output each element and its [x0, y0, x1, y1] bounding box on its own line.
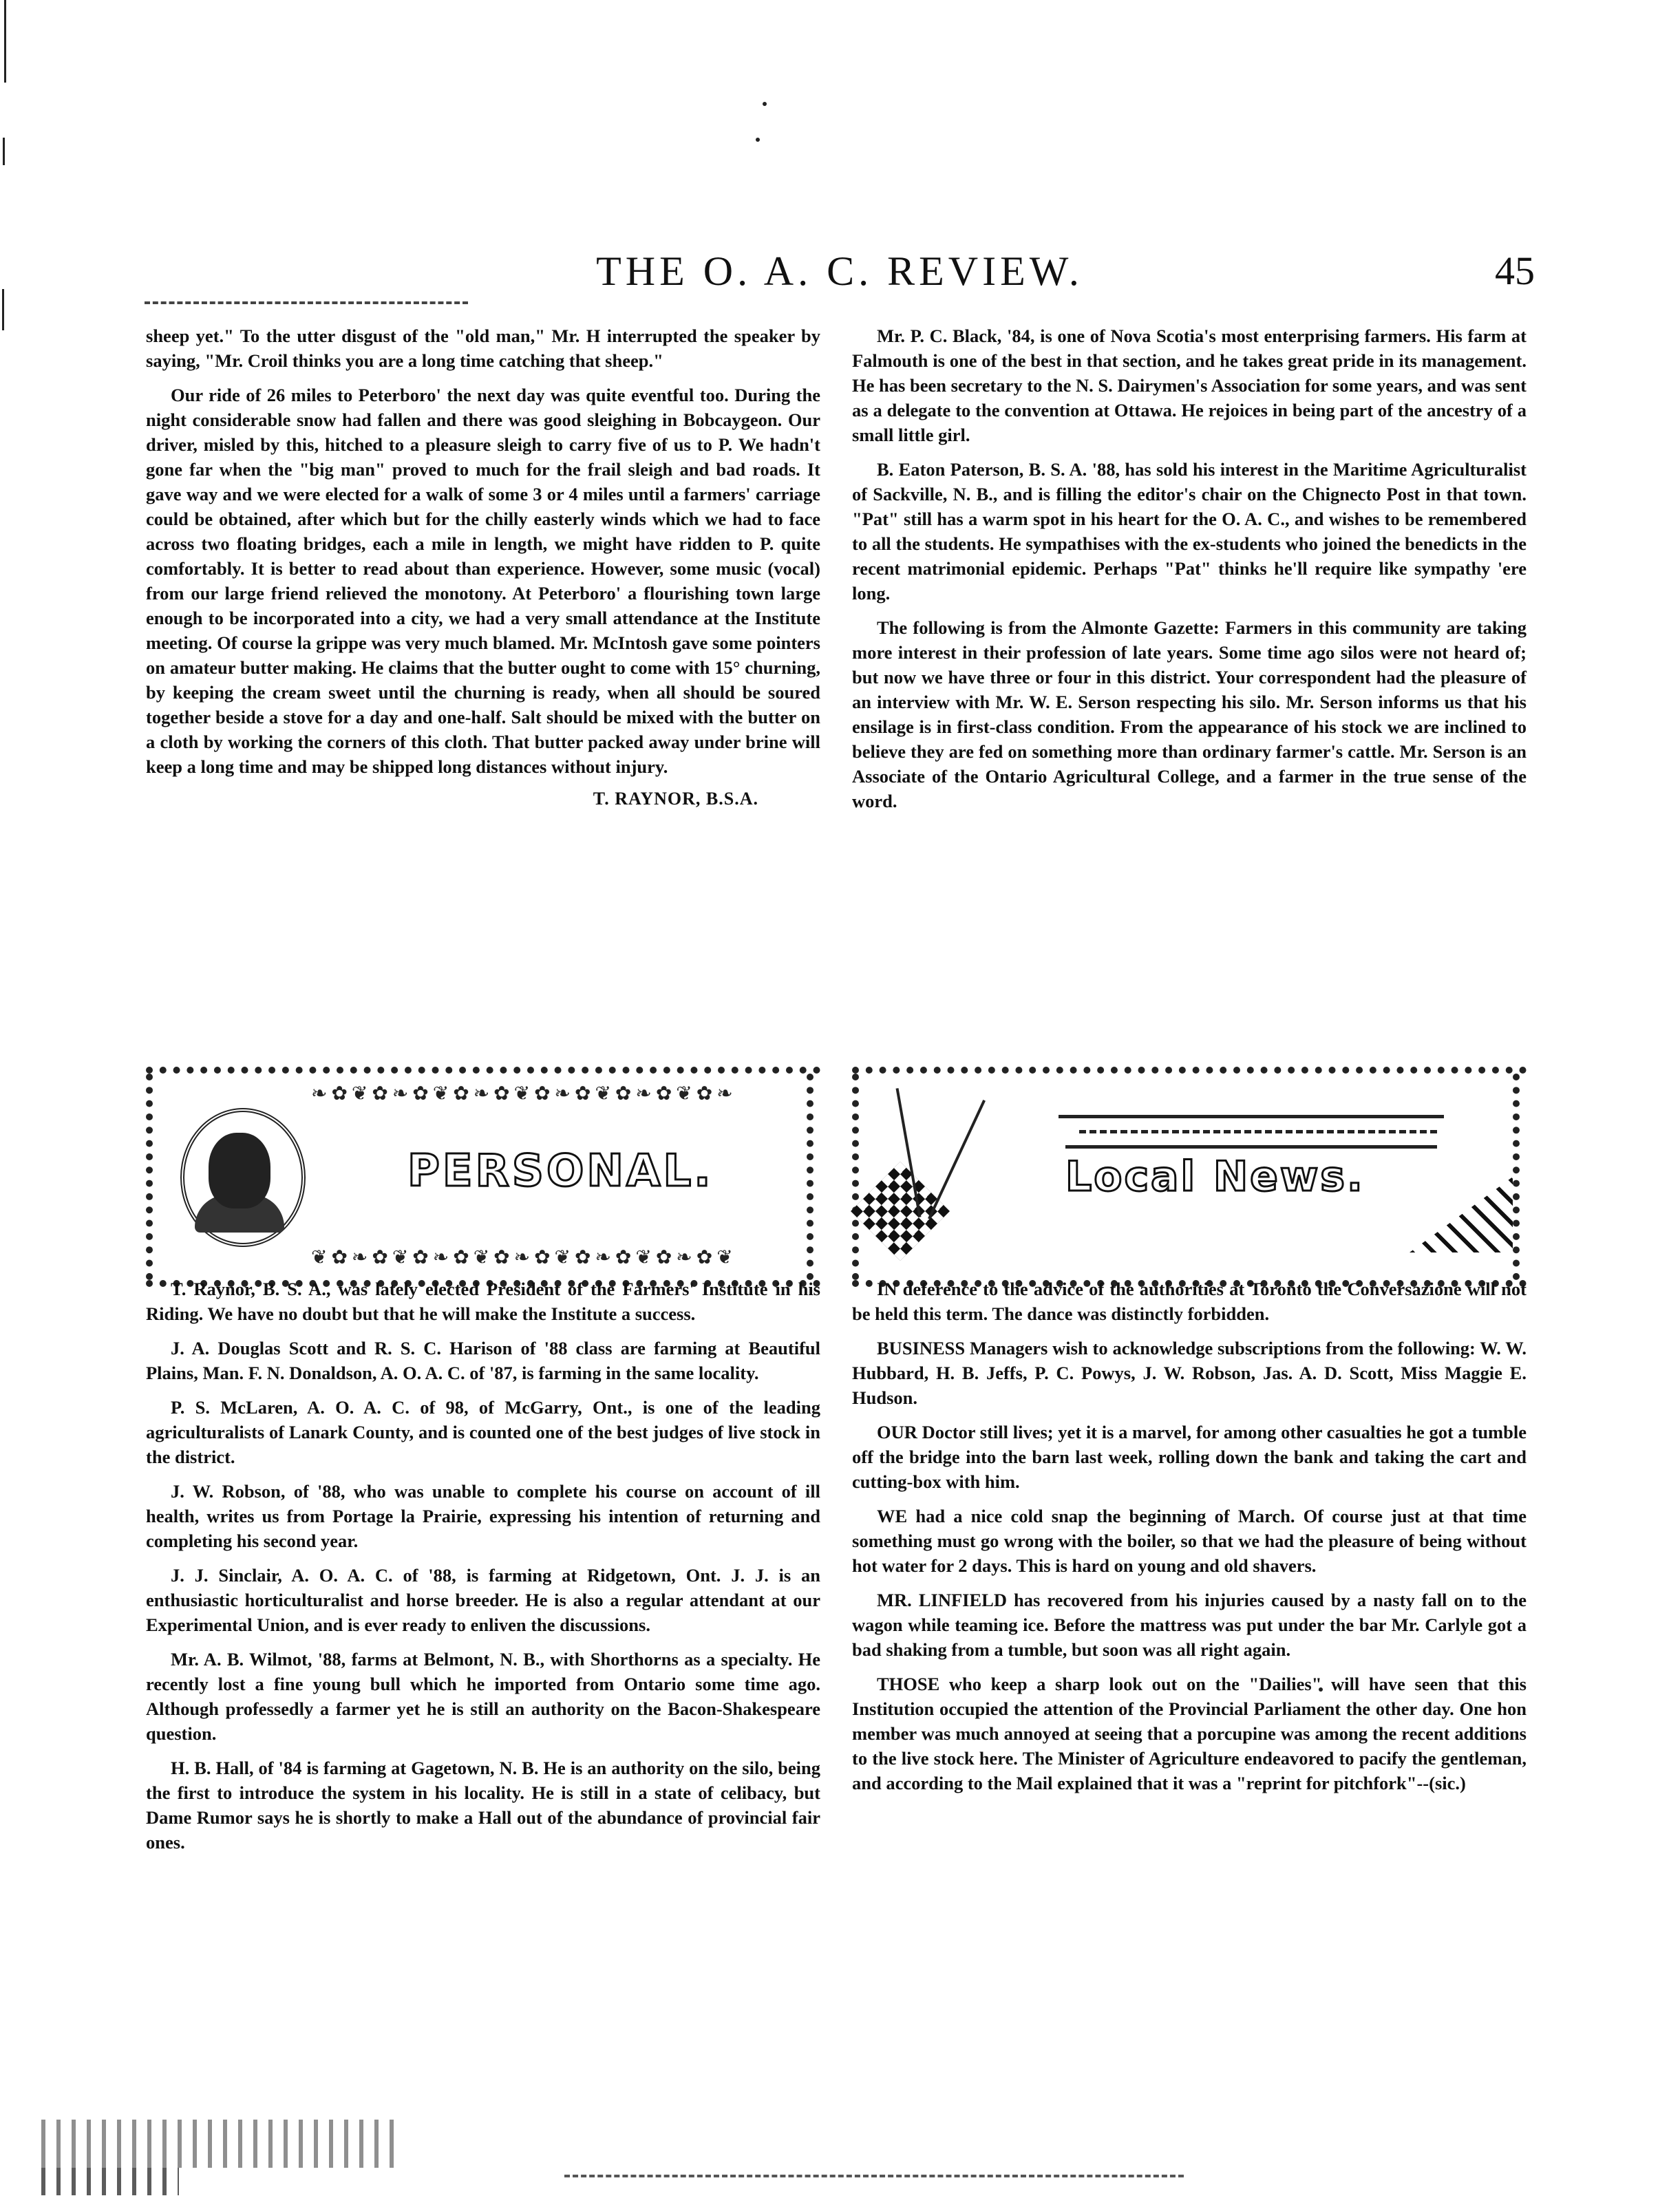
page-number: 45	[1495, 248, 1535, 293]
wave-ornament	[1065, 1145, 1437, 1149]
article-paragraph: sheep yet." To the utter disgust of the "old man," Mr. H interrupted the speaker by saying, "Mr. Croil thinks you are a long time catching that sheep."	[146, 326, 820, 371]
personal-section	[146, 1277, 820, 1864]
local-news-item: IN deference to the advice of the authorities at Toronto the Conversazione will not be held this term. The dance was distinctly forbidden.	[852, 1279, 1527, 1324]
article-paragraph: Mr. P. C. Black, '84, is one of Nova Scotia's most enterprising farmers. His farm at Falmouth is one of the best in that section, and he takes great pride in its management. He has been secretary to the N. S. Dairymen's Association for some years, and was sent as a delegate to the convention at Ottawa. He rejoices in being part of the ancestry of a small little girl.	[852, 326, 1527, 445]
ink-speck	[756, 138, 760, 142]
local-news-section-banner	[852, 1067, 1527, 1287]
scan-edge-marks	[564, 2175, 1184, 2177]
scan-smudge	[41, 2168, 179, 2195]
header-rule	[145, 301, 468, 304]
article-continued-left	[146, 323, 820, 809]
binding-edge-line	[4, 0, 6, 83]
personal-section-banner	[146, 1067, 820, 1287]
local-news-item: BUSINESS Managers wish to acknowledge subscriptions from the following: W. W. Hubbard, H. B. Jeffs, P. C. Powys, J. W. Robson, Jas. A. D. Scott, Miss Maggie E. Hudson.	[852, 1338, 1527, 1408]
local-news-item: WE had a nice cold snap the beginning of March. Of course just at that time something must go wrong with the boiler, so that we had the pleasure of being without hot water for 2 days. This is hard on young and old shavers.	[852, 1506, 1527, 1576]
banner-border	[807, 1074, 820, 1280]
binding-edge-line	[2, 289, 4, 330]
local-news-item: MR. LINFIELD has recovered from his injuries caused by a nasty fall on to the wagon while teaming ice. Before the mattress was put under the bar Mr. Carlyle got a bad shaking from a tumble, but soon was all right again.	[852, 1590, 1527, 1660]
ink-speck	[763, 102, 767, 106]
article-signature: T. RAYNOR, B.S.A.	[593, 789, 758, 809]
article-paragraph: B. Eaton Paterson, B. S. A. '88, has sold his interest in the Maritime Agriculturalist of Sackville, N. B., and is filling the editor's chair on the Chignecto Post in that town. "Pat" still has a warm spot in his heart for the O. A. C., and wishes to be remembered to all the students. He sympathises with the ex-students who joined the benedicts in the recent matrimonial epidemic. Perhaps "Pat" thinks he'll require like sympathy 'ere long.	[852, 459, 1527, 604]
local-news-section	[852, 1277, 1527, 1805]
scan-smudge	[41, 2120, 399, 2168]
wave-ornament	[1079, 1130, 1437, 1133]
leaf-ornament: ❧✿❦✿❧✿❦✿❧✿❦✿❧✿❦✿❧✿❦✿❧	[311, 1083, 737, 1100]
local-news-item: THOSE who keep a sharp look out on the "Dailies" will have seen that this Institution occupied the attention of the Provincial Parliament the other day. One hon member was much annoyed at seeing that a porcupine was among the recent additions to the live stock here. The Minister of Agriculture endeavored to pacify the gentleman, and according to the Mail explained that it was a "reprint for pitchfork"--(sic.)	[852, 1674, 1527, 1793]
personal-item: P. S. McLaren, A. O. A. C. of 98, of McGarry, Ont., is one of the leading agriculturalists of Lanark County, and is counted one of the best judges of live stock in the district.	[146, 1397, 820, 1467]
lattice-ornament	[1410, 1177, 1513, 1252]
leaf-ornament: ❦✿❧✿❦✿❧✿❦✿❧✿❦✿❧✿❦✿❧✿❦	[311, 1247, 737, 1264]
article-paragraph: Our ride of 26 miles to Peterboro' the next day was quite eventful too. During the night considerable snow had fallen and there was good sleighing in Bobcaygeon. Our driver, misled by this, hitched to a pleasure sleigh to carry five of us to P. We hadn't gone far when the "big man" proved to much for the frail sleigh and bad roads. It gave way and we were elected for a walk of some 3 or 4 miles until a farmers' carriage could be obtained, after which but for the chilly easterly winds which we had to face across two floating bridges, each a mile in length, we might have ridden to P. quite comfortably. It is better to read about than experience. However, some music (vocal) from our large friend relieved the monotony. At Peterboro' a flourishing town large enough to be incorporated into a city, we had a very small attendance at the Institute meeting. Of course la grippe was very much blamed. Mr. McIntosh gave some pointers on amateur butter making. He claims that the butter ought to come with 15° churning, by keeping the cream sweet until the churning is ready, when all should be soured together beside a stove for a day and one-half. Salt should be mixed with the butter on a cloth by working the corners of this cloth. That butter packed away under brine will keep a long time and may be shipped long distances without injury.	[146, 385, 820, 777]
personal-item: T. Raynor, B. S. A., was lately elected President of the Farmers' Institute in his Riding. We have no doubt but that he will make the Institute a success.	[146, 1279, 820, 1324]
banner-border	[1513, 1074, 1527, 1280]
local-news-heading: Local News.	[1065, 1153, 1365, 1201]
local-news-item: OUR Doctor still lives; yet it is a marvel, for among other casualties he got a tumble off the bridge into the barn last week, rolling down the bank and taking the cart and cutting-box with him.	[852, 1422, 1527, 1492]
flower-stem-ornament	[928, 1100, 986, 1219]
banner-border	[146, 1074, 160, 1280]
page-header	[145, 248, 1535, 303]
personal-item: H. B. Hall, of '84 is farming at Gagetown, N. B. He is an authority on the silo, being the first to introduce the system in his locality. He is still in a state of celibacy, but Dame Rumor says he is shortly to make a Hall out of the abundance of provincial fair ones.	[146, 1758, 820, 1853]
personal-item: J. A. Douglas Scott and R. S. C. Harison of '88 class are farming at Beautiful Plains, Man. F. N. Donaldson, A. O. A. C. of '87, is farming in the same locality.	[146, 1338, 820, 1383]
wave-ornament	[1059, 1115, 1444, 1118]
portrait-head	[209, 1133, 270, 1208]
publication-title: THE O. A. C. REVIEW.	[596, 248, 1083, 294]
personal-item: Mr. A. B. Wilmot, '88, farms at Belmont, N. B., with Shorthorns as a specialty. He recently lost a fine young bull which he imported from Ontario some time ago. Although professedly a farmer yet he is still an authority on the Bacon-Shakespeare question.	[146, 1649, 820, 1744]
binding-edge-line	[3, 138, 5, 165]
banner-border	[852, 1074, 866, 1280]
personal-heading: PERSONAL.	[407, 1146, 714, 1197]
personal-item: J. J. Sinclair, A. O. A. C. of '88, is farming at Ridgetown, Ont. J. J. is an enthusiastic horticulturalist and horse breeder. He is also a regular attendant at our Experimental Union, and is ever ready to enliven the discussions.	[146, 1565, 820, 1635]
portrait-medallion-icon	[180, 1108, 306, 1247]
article-continued-right	[852, 323, 1527, 823]
article-paragraph: The following is from the Almonte Gazette: Farmers in this community are taking more interest in their profession of late years. Some time ago silos were not heard of; but now we have three or four in this district. Your correspondent had the pleasure of an interview with Mr. W. E. Serson respecting his silo. Mr. Serson informs us that his ensilage is in first-class condition. From the appearance of his stock we are inclined to believe they are fed on something more than ordinary farmer's cattle. Mr. Serson is an Associate of the Ontario Agricultural College, and a farmer in the true sense of the word.	[852, 617, 1527, 811]
personal-item: J. W. Robson, of '88, who was unable to complete his course on account of ill health, writes us from Portage la Prairie, expressing his intention of returning and completing his second year.	[146, 1481, 820, 1551]
